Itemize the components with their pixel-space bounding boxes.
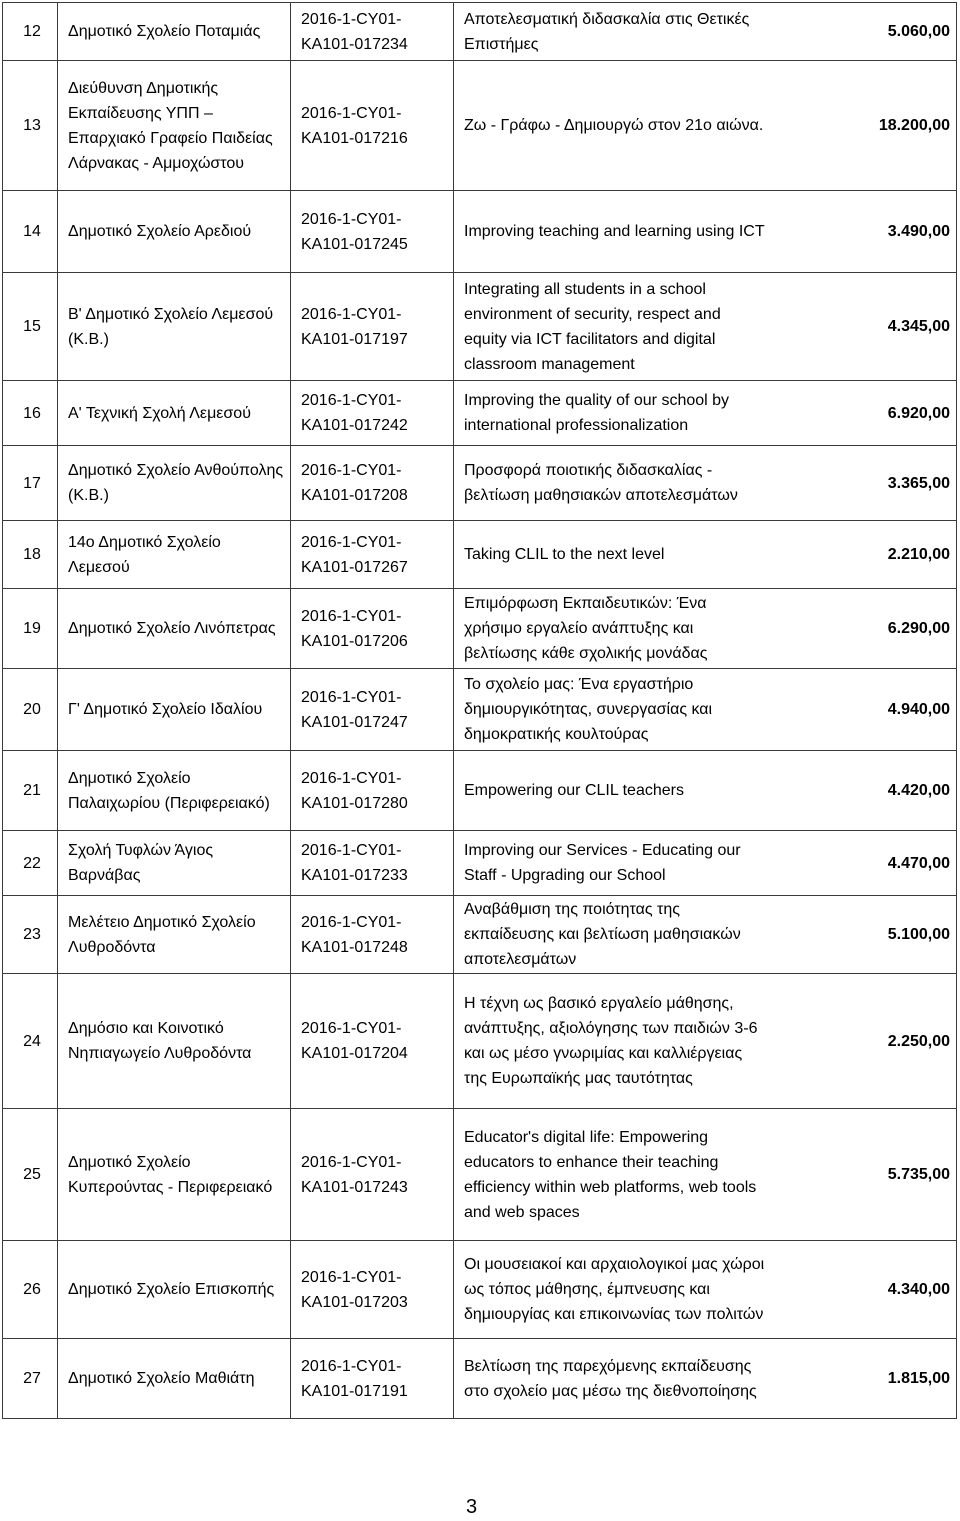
organization-name: Γ' Δημοτικό Σχολείο Ιδαλίου — [58, 669, 291, 751]
project-title: Αποτελεσματική διδασκαλία στις Θετικές Επιστήμες — [454, 3, 774, 61]
row-number: 19 — [3, 589, 58, 669]
project-title: Επιμόρφωση Εκπαιδευτικών: Ένα χρήσιμο εργαλείο ανάπτυξης και βελτίωσης κάθε σχολικής μονάδας — [454, 589, 774, 669]
grant-amount: 4.345,00 — [774, 273, 957, 381]
row-number: 27 — [3, 1339, 58, 1419]
project-title: Οι μουσειακοί και αρχαιολογικοί μας χώροι ως τόπος μάθησης, έμπνευσης και δημιουργίας και επικοινωνίας των πολιτών — [454, 1241, 774, 1339]
table-row — [3, 589, 957, 669]
table-row — [3, 669, 957, 751]
table-row — [3, 1109, 957, 1241]
project-title: Η τέχνη ως βασικό εργαλείο μάθησης, ανάπτυξης, αξιολόγησης των παιδιών 3-6 και ως μέσο γνωριμίας και καλλιέργειας της Ευρωπαϊκής μας ταυτότητας — [454, 974, 774, 1109]
project-code: 2016-1-CY01- KA101-017247 — [291, 669, 454, 751]
project-title: Educator's digital life: Empowering educators to enhance their teaching efficiency within web platforms, web tools and web spaces — [454, 1109, 774, 1241]
project-code: 2016-1-CY01- KA101-017233 — [291, 831, 454, 896]
project-title: Taking CLIL to the next level — [454, 521, 774, 589]
row-number: 15 — [3, 273, 58, 381]
grant-amount: 3.365,00 — [774, 446, 957, 521]
row-number: 25 — [3, 1109, 58, 1241]
table-row — [3, 446, 957, 521]
organization-name: Σχολή Τυφλών Άγιος Βαρνάβας — [58, 831, 291, 896]
organization-name: Δημόσιο και Κοινοτικό Νηπιαγωγείο Λυθροδόντα — [58, 974, 291, 1109]
grant-amount: 4.340,00 — [774, 1241, 957, 1339]
project-code: 2016-1-CY01- KA101-017248 — [291, 896, 454, 974]
table-row — [3, 381, 957, 446]
grant-amount: 5.100,00 — [774, 896, 957, 974]
grant-amount: 4.470,00 — [774, 831, 957, 896]
grant-amount: 3.490,00 — [774, 191, 957, 273]
project-code: 2016-1-CY01- KA101-017234 — [291, 3, 454, 61]
grant-amount: 18.200,00 — [774, 61, 957, 191]
project-code: 2016-1-CY01- KA101-017280 — [291, 751, 454, 831]
organization-name: Δημοτικό Σχολείο Αρεδιού — [58, 191, 291, 273]
organization-name: Δημοτικό Σχολείο Μαθιάτη — [58, 1339, 291, 1419]
grant-amount: 2.210,00 — [774, 521, 957, 589]
grant-amount: 6.920,00 — [774, 381, 957, 446]
project-title: Improving teaching and learning using ICT — [454, 191, 774, 273]
row-number: 26 — [3, 1241, 58, 1339]
project-code: 2016-1-CY01- KA101-017243 — [291, 1109, 454, 1241]
table-row — [3, 191, 957, 273]
table-row — [3, 751, 957, 831]
organization-name: Δημοτικό Σχολείο Λινόπετρας — [58, 589, 291, 669]
grant-amount: 5.735,00 — [774, 1109, 957, 1241]
project-code: 2016-1-CY01- KA101-017267 — [291, 521, 454, 589]
row-number: 24 — [3, 974, 58, 1109]
organization-name: Δημοτικό Σχολείο Κυπερούντας - Περιφερειακό — [58, 1109, 291, 1241]
grants-table — [2, 2, 957, 1419]
row-number: 21 — [3, 751, 58, 831]
project-code: 2016-1-CY01- KA101-017206 — [291, 589, 454, 669]
project-title: Empowering our CLIL teachers — [454, 751, 774, 831]
organization-name: Δημοτικό Σχολείο Ποταμιάς — [58, 3, 291, 61]
grant-amount: 2.250,00 — [774, 974, 957, 1109]
project-code: 2016-1-CY01- KA101-017191 — [291, 1339, 454, 1419]
table-row — [3, 521, 957, 589]
table-row — [3, 3, 957, 61]
organization-name: 14ο Δημοτικό Σχολείο Λεμεσού — [58, 521, 291, 589]
project-title: Integrating all students in a school environment of security, respect and equity via ICT facilitators and digital classroom management — [454, 273, 774, 381]
table-row — [3, 896, 957, 974]
row-number: 14 — [3, 191, 58, 273]
row-number: 18 — [3, 521, 58, 589]
row-number: 12 — [3, 3, 58, 61]
table-row — [3, 831, 957, 896]
row-number: 23 — [3, 896, 58, 974]
project-code: 2016-1-CY01- KA101-017216 — [291, 61, 454, 191]
project-title: Ζω - Γράφω - Δημιουργώ στον 21ο αιώνα. — [454, 61, 774, 191]
table-row — [3, 273, 957, 381]
project-code: 2016-1-CY01- KA101-017242 — [291, 381, 454, 446]
row-number: 16 — [3, 381, 58, 446]
project-title: Το σχολείο μας: Ένα εργαστήριο δημιουργικότητας, συνεργασίας και δημοκρατικής κουλτούρας — [454, 669, 774, 751]
grant-amount: 1.815,00 — [774, 1339, 957, 1419]
row-number: 13 — [3, 61, 58, 191]
organization-name: Δημοτικό Σχολείο Ανθούπολης (Κ.Β.) — [58, 446, 291, 521]
project-title: Αναβάθμιση της ποιότητας της εκπαίδευσης και βελτίωση μαθησιακών αποτελεσμάτων — [454, 896, 774, 974]
page-number: 3 — [466, 1496, 478, 1518]
organization-name: Δημοτικό Σχολείο Επισκοπής — [58, 1241, 291, 1339]
table-row — [3, 61, 957, 191]
project-title: Προσφορά ποιοτικής διδασκαλίας - βελτίωση μαθησιακών αποτελεσμάτων — [454, 446, 774, 521]
grant-amount: 6.290,00 — [774, 589, 957, 669]
project-code: 2016-1-CY01- KA101-017197 — [291, 273, 454, 381]
grant-amount: 4.420,00 — [774, 751, 957, 831]
project-title: Improving our Services - Educating our Staff - Upgrading our School — [454, 831, 774, 896]
project-code: 2016-1-CY01- KA101-017208 — [291, 446, 454, 521]
table-row — [3, 974, 957, 1109]
grant-amount: 4.940,00 — [774, 669, 957, 751]
organization-name: Διεύθυνση Δημοτικής Εκπαίδευσης ΥΠΠ – Επαρχιακό Γραφείο Παιδείας Λάρνακας - Αμμοχώστου — [58, 61, 291, 191]
grant-amount: 5.060,00 — [774, 3, 957, 61]
project-code: 2016-1-CY01- KA101-017203 — [291, 1241, 454, 1339]
table-row — [3, 1339, 957, 1419]
organization-name: Α' Τεχνική Σχολή Λεμεσού — [58, 381, 291, 446]
table-row — [3, 1241, 957, 1339]
row-number: 22 — [3, 831, 58, 896]
project-title: Improving the quality of our school by international professionalization — [454, 381, 774, 446]
row-number: 20 — [3, 669, 58, 751]
project-code: 2016-1-CY01- KA101-017204 — [291, 974, 454, 1109]
project-title: Βελτίωση της παρεχόμενης εκπαίδευσης στο σχολείο μας μέσω της διεθνοποίησης — [454, 1339, 774, 1419]
project-code: 2016-1-CY01- KA101-017245 — [291, 191, 454, 273]
row-number: 17 — [3, 446, 58, 521]
organization-name: Δημοτικό Σχολείο Παλαιχωρίου (Περιφερειακό) — [58, 751, 291, 831]
organization-name: Β' Δημοτικό Σχολείο Λεμεσού (Κ.Β.) — [58, 273, 291, 381]
organization-name: Μελέτειο Δημοτικό Σχολείο Λυθροδόντα — [58, 896, 291, 974]
